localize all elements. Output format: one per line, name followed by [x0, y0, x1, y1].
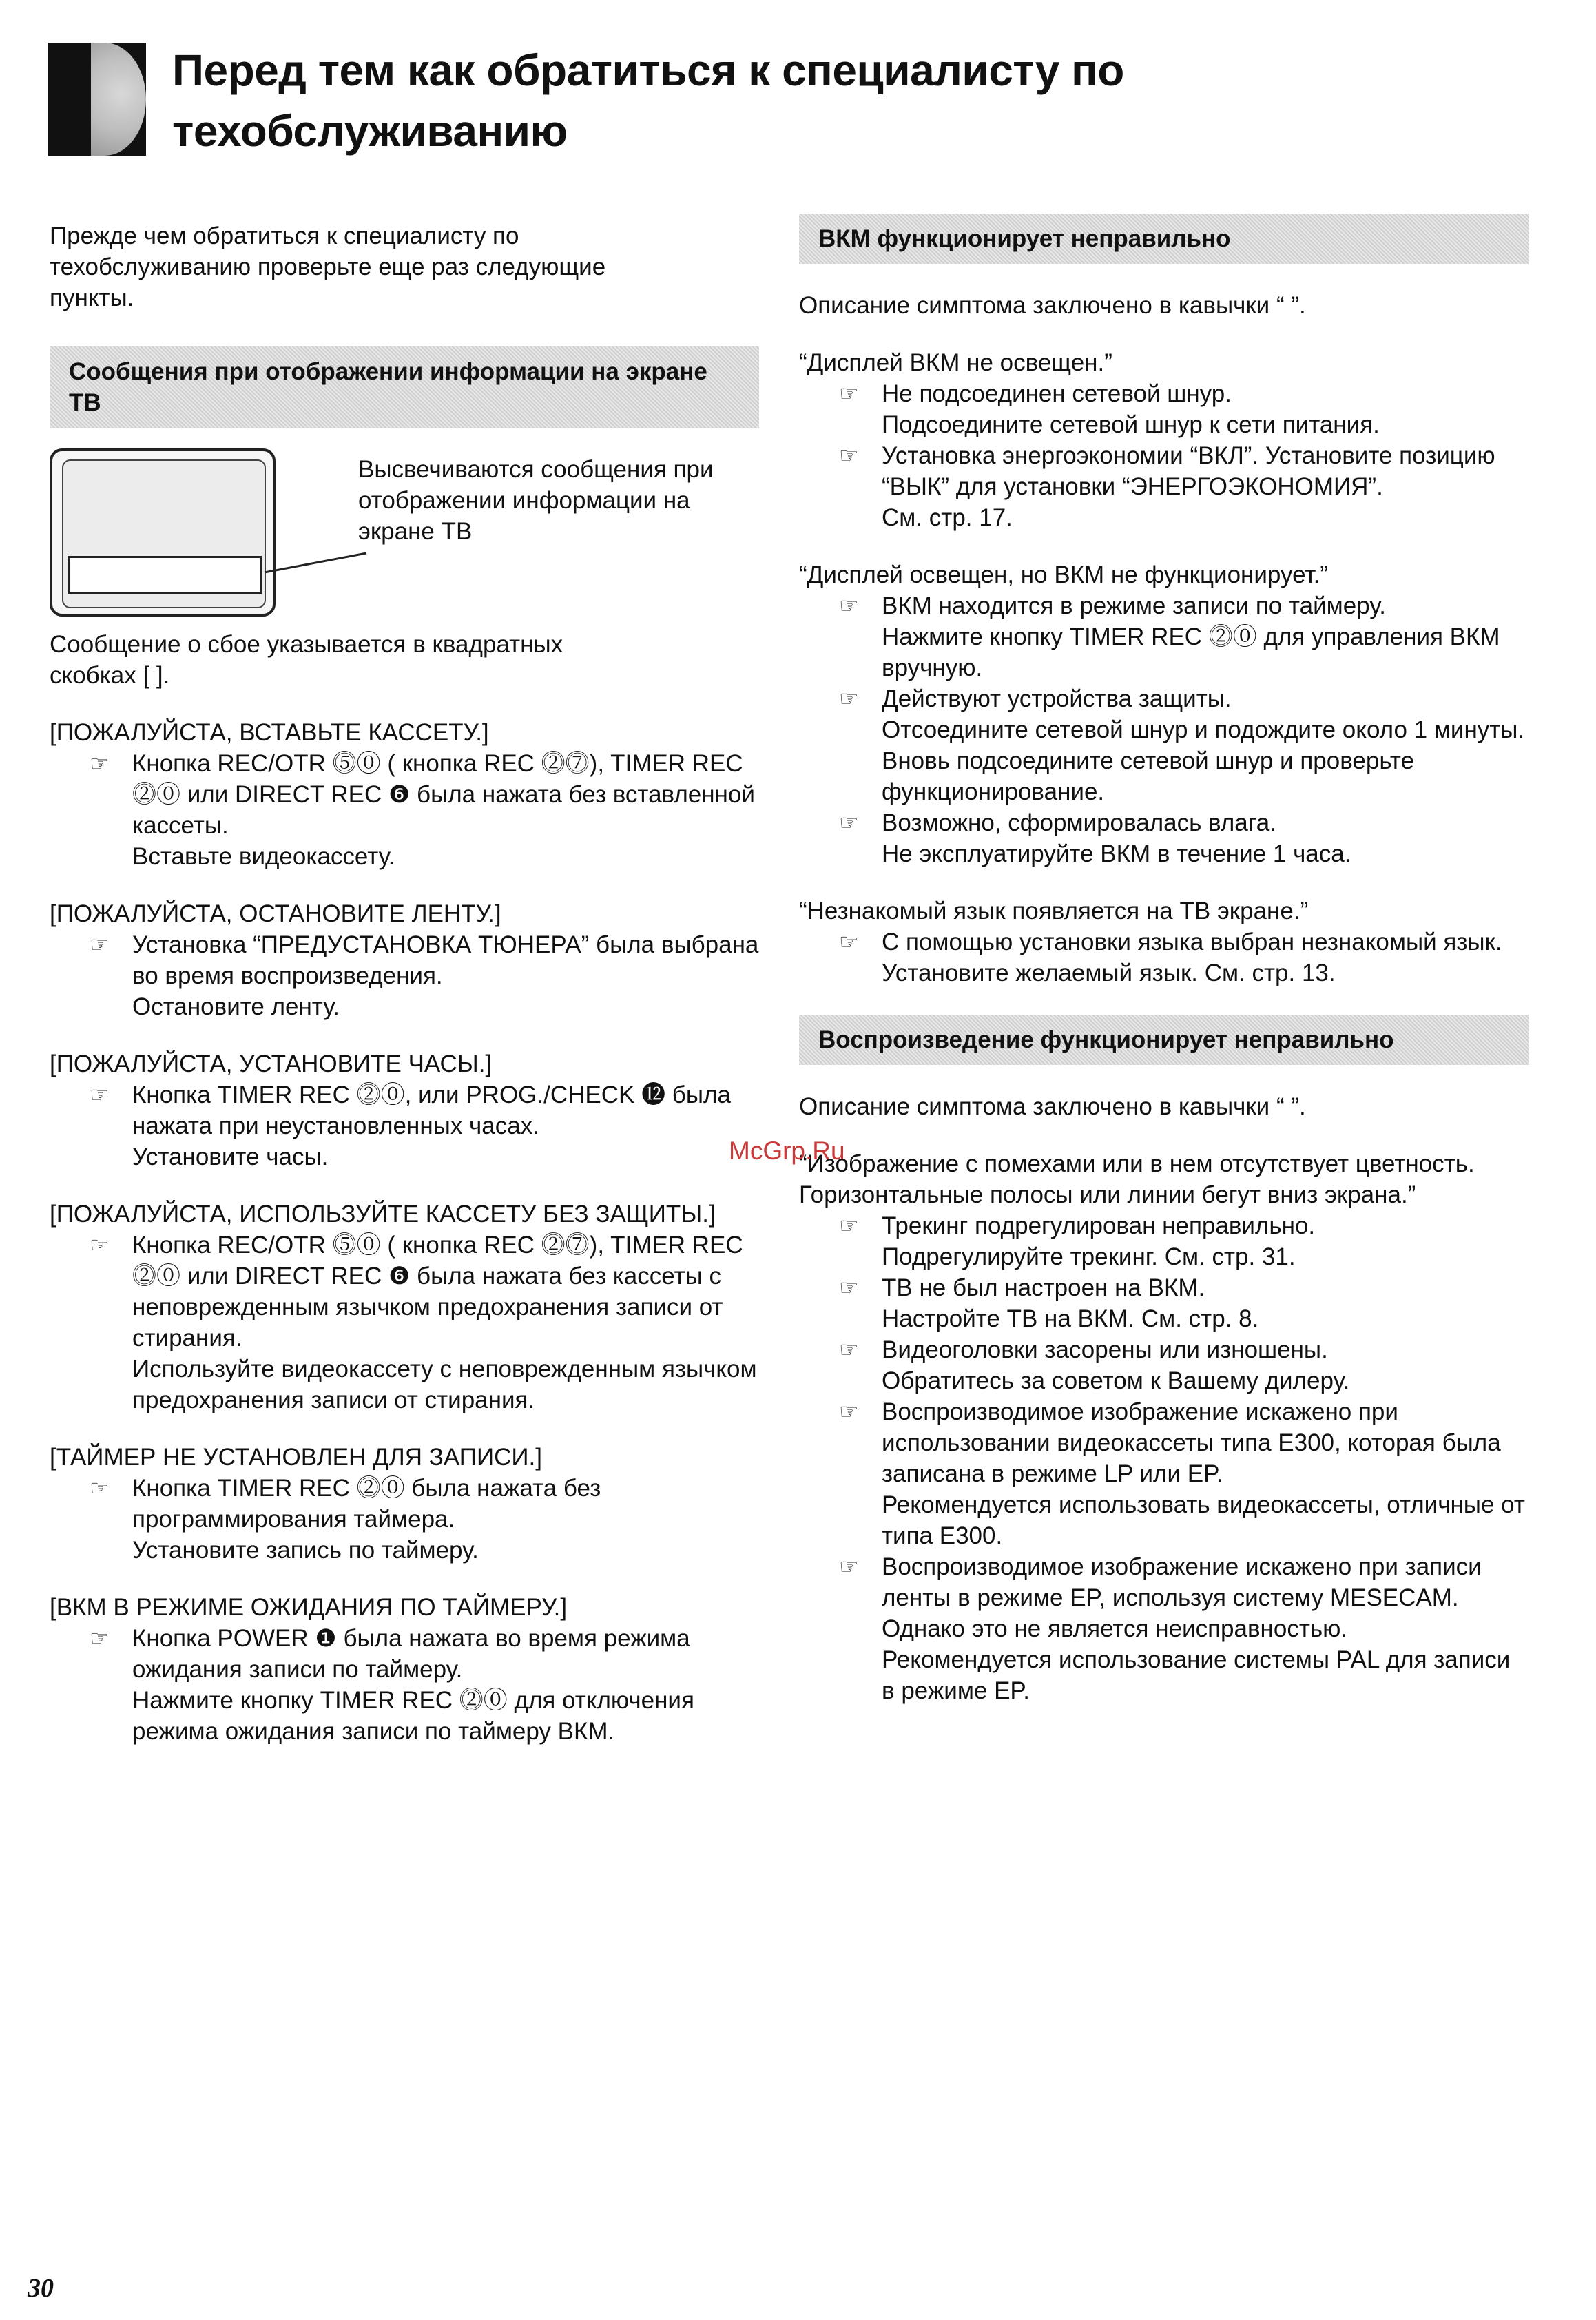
symptom-cause: ☞ Трекинг подрегулирован неправильно. — [799, 1210, 1529, 1241]
tv-icon — [50, 448, 276, 617]
symptom-remedy: Отсоедините сетевой шнур и подождите около 1 минуты. — [882, 716, 1525, 743]
message-action: Установите запись по таймеру. — [132, 1537, 479, 1564]
symptom-title: “Дисплей ВКМ не освещен.” — [799, 349, 1112, 376]
pointing-hand-icon: ☞ — [90, 1626, 110, 1650]
symptom-note-1: Описание симптома заключено в кавычки “ ”. — [799, 292, 1306, 319]
symptom-cause: ☞ Действуют устройства защиты. — [799, 683, 1529, 714]
symptom-title: “Изображение с помехами или в нем отсутствует цветность. Горизонтальные полосы или линии бегут вниз экрана.” — [799, 1150, 1475, 1208]
section-heading-vcr: ВКМ функционирует неправильно — [799, 214, 1529, 264]
section-heading-tv-messages: Сообщения при отображении информации на экране ТВ — [50, 346, 759, 428]
section-heading-playback: Воспроизведение функционирует неправильно — [799, 1015, 1529, 1065]
message-action: Используйте видеокассету с неповрежденным язычком предохранения записи от стирания. — [132, 1356, 757, 1413]
pointing-hand-icon: ☞ — [839, 443, 859, 468]
symptom-note-2: Описание симптома заключено в кавычки “ ”. — [799, 1093, 1306, 1120]
symptom-list-vcr — [799, 321, 1529, 988]
pointing-hand-icon: ☞ — [839, 1399, 859, 1424]
pointing-hand-icon: ☞ — [839, 686, 859, 711]
message-title: [ТАЙМЕР НЕ УСТАНОВЛЕН ДЛЯ ЗАПИСИ.] — [50, 1444, 542, 1471]
pointing-hand-icon: ☞ — [90, 1082, 110, 1107]
spacer — [50, 1022, 759, 1048]
pointing-hand-icon: ☞ — [839, 593, 859, 618]
spacer — [799, 533, 1529, 559]
message-item: ☞ Установка “ПРЕДУСТАНОВКА ТЮНЕРА” была выбрана во время воспроизведения. — [50, 929, 759, 991]
spacer — [50, 1566, 759, 1592]
message-list — [50, 691, 759, 1747]
pointing-hand-icon: ☞ — [839, 1213, 859, 1238]
title-marker-icon — [48, 43, 146, 156]
pointing-hand-icon: ☞ — [839, 1554, 859, 1579]
symptom-cause: ☞ Воспроизводимое изображение искажено при записи ленты в режиме EP, используя систему MESECAM. — [799, 1551, 1529, 1613]
message-item: ☞ Кнопка REC/OTR ⓹⓪ ( кнопка REC ⓶⓻), TIMER REC ⓶⓪ или DIRECT REC ❻ была нажата без кассеты с неповрежденным язычком предохранения записи от стирания. — [50, 1230, 759, 1354]
pointing-hand-icon: ☞ — [839, 810, 859, 835]
symptom-remedy: Рекомендуется использование системы PAL для записи в режиме EP. — [882, 1646, 1511, 1704]
symptom-remedy: Вновь подсоедините сетевой шнур и проверьте функционирование. — [882, 747, 1414, 805]
symptom-title: “Дисплей освещен, но ВКМ не функционирует.” — [799, 561, 1328, 588]
symptom-remedy: Рекомендуется использовать видеокассеты, отличные от типа E300. — [882, 1491, 1525, 1549]
message-action: Вставьте видеокассету. — [132, 843, 395, 870]
symptom-title: “Незнакомый язык появляется на ТВ экране.” — [799, 898, 1309, 924]
pointing-hand-icon: ☞ — [90, 1232, 110, 1257]
watermark: McGrp.Ru — [729, 1137, 845, 1165]
message-title: [ПОЖАЛУЙСТА, ВСТАВЬТЕ КАССЕТУ.] — [50, 719, 489, 746]
symptom-cause: ☞ Воспроизводимое изображение искажено при использовании видеокассеты типа E300, которая была записана в режиме LP или EP. — [799, 1396, 1529, 1489]
pointing-hand-icon: ☞ — [90, 932, 110, 957]
message-item: ☞ Кнопка REC/OTR ⓹⓪ ( кнопка REC ⓶⓻), TIMER REC ⓶⓪ или DIRECT REC ❻ была нажата без вставленной кассеты. — [50, 748, 759, 841]
symptom-remedy: См. стр. 17. — [882, 504, 1013, 531]
message-action: Установите часы. — [132, 1143, 329, 1170]
intro-text: Прежде чем обратиться к специалисту по техобслуживанию проверьте еще раз следующие пункты. — [50, 222, 606, 311]
message-title: [ПОЖАЛУЙСТА, УСТАНОВИТЕ ЧАСЫ.] — [50, 1050, 493, 1077]
spacer — [50, 691, 759, 717]
symptom-cause: ☞ С помощью установки языка выбран незнакомый язык. — [799, 926, 1529, 957]
message-title: [ПОЖАЛУЙСТА, ОСТАНОВИТЕ ЛЕНТУ.] — [50, 900, 501, 927]
page-number: 30 — [28, 2274, 54, 2303]
tv-caption: Высвечиваются сообщения при отображении информации на экране ТВ — [358, 456, 714, 545]
symptom-cause: ☞ ВКМ находится в режиме записи по таймеру. — [799, 590, 1529, 621]
symptom-remedy: Настройте ТВ на ВКМ. См. стр. 8. — [882, 1305, 1259, 1332]
symptom-remedy: Подсоедините сетевой шнур к сети питания. — [882, 411, 1380, 438]
tv-illustration — [50, 448, 759, 629]
pointing-hand-icon: ☞ — [90, 1475, 110, 1500]
pointing-hand-icon: ☞ — [839, 1275, 859, 1300]
symptom-list-playback — [799, 1122, 1529, 1706]
spacer — [50, 1172, 759, 1199]
error-note: Сообщение о сбое указывается в квадратных скобках [ ]. — [50, 631, 563, 689]
symptom-cause: ☞ ТВ не был настроен на ВКМ. — [799, 1272, 1529, 1303]
message-action: Остановите ленту. — [132, 993, 340, 1020]
spacer — [799, 1122, 1529, 1148]
pointing-hand-icon: ☞ — [90, 751, 110, 776]
symptom-remedy: Однако это не является неисправностью. — [882, 1615, 1348, 1642]
symptom-remedy: Установите желаемый язык. См. стр. 13. — [882, 960, 1336, 986]
message-item: ☞ Кнопка POWER ❶ была нажата во время режима ожидания записи по таймеру. — [50, 1623, 759, 1685]
symptom-cause: ☞ Возможно, сформировалась влага. — [799, 807, 1529, 838]
symptom-cause: ☞ Не подсоединен сетевой шнур. — [799, 378, 1529, 409]
symptom-remedy: Подрегулируйте трекинг. См. стр. 31. — [882, 1243, 1296, 1270]
page-title: Перед тем как обратиться к специалисту по техобслуживанию — [172, 45, 1124, 156]
pointing-hand-icon: ☞ — [839, 381, 859, 406]
right-column — [799, 214, 1529, 1706]
symptom-remedy: Нажмите кнопку TIMER REC ⓶⓪ для управления ВКМ вручную. — [882, 623, 1500, 681]
message-title: [ПОЖАЛУЙСТА, ИСПОЛЬЗУЙТЕ КАССЕТУ БЕЗ ЗАЩИТЫ.] — [50, 1201, 716, 1228]
message-item: ☞ Кнопка TIMER REC ⓶⓪ была нажата без программирования таймера. — [50, 1473, 759, 1535]
spacer — [799, 321, 1529, 347]
tv-message-bar — [68, 556, 262, 594]
spacer — [50, 1416, 759, 1442]
pointing-hand-icon: ☞ — [839, 1337, 859, 1362]
symptom-remedy: Не эксплуатируйте ВКМ в течение 1 часа. — [882, 840, 1351, 867]
message-title: [ВКМ В РЕЖИМЕ ОЖИДАНИЯ ПО ТАЙМЕРУ.] — [50, 1594, 568, 1621]
spacer — [50, 872, 759, 898]
spacer — [799, 869, 1529, 895]
symptom-cause: ☞ Видеоголовки засорены или изношены. — [799, 1334, 1529, 1365]
message-item: ☞ Кнопка TIMER REC ⓶⓪, или PROG./CHECK ⓬ была нажата при неустановленных часах. — [50, 1079, 759, 1141]
message-action: Нажмите кнопку TIMER REC ⓶⓪ для отключения режима ожидания записи по таймеру ВКМ. — [132, 1687, 694, 1745]
pointing-hand-icon: ☞ — [839, 929, 859, 954]
left-column — [50, 220, 759, 1747]
symptom-remedy: Обратитесь за советом к Вашему дилеру. — [882, 1367, 1350, 1394]
symptom-cause: ☞ Установка энергоэкономии “ВКЛ”. Установите позицию “ВЫК” для установки “ЭНЕРГОЭКОНОМИЯ”. — [799, 440, 1529, 502]
callout-line — [263, 552, 373, 593]
